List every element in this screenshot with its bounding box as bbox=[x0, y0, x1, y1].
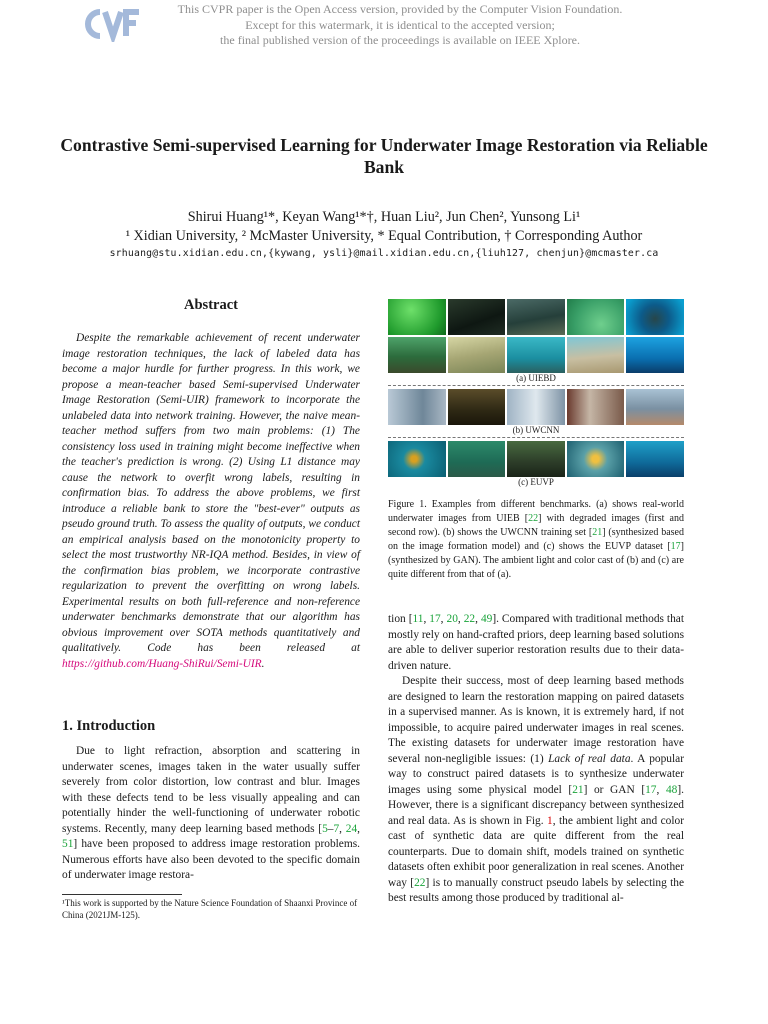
figure-caption bbox=[388, 498, 684, 582]
intro-text: Due to light refraction, absorption and scattering in underwater scenes, images taken in the water usually suffer severely from color distortion, low contrast and blur. Images with these defects tend to be less visually appealing and can potentially hinder the well-functioning of underwater robotic systems. Recently, many deep learning based methods [ bbox=[62, 745, 360, 835]
body-sep: , bbox=[440, 613, 447, 625]
subfigure-label: (b) UWCNN bbox=[512, 425, 560, 435]
affiliations-line: ¹ Xidian University, ² McMaster University, * Equal Contribution, † Corresponding Author bbox=[125, 228, 643, 244]
paragraph bbox=[388, 674, 684, 907]
caption-text: ] (synthesized based on the image formation model) and (c) shows the EUVP dataset [ bbox=[388, 527, 684, 552]
citation-link[interactable]: 22 bbox=[414, 876, 426, 889]
code-link[interactable]: https://github.com/Huang-ShiRui/Semi-UIR bbox=[62, 657, 262, 670]
citation-link[interactable]: 51 bbox=[62, 838, 74, 850]
intro-sep: , bbox=[357, 822, 360, 835]
body-text: ]. However, there is a significant discrepancy between synthesized and real data. As is shown in Fig. bbox=[388, 783, 684, 827]
thumbnail bbox=[448, 441, 506, 477]
body-text: ]. Compared with traditional methods that mostly rely on hand-crafted priors, deep learning based solutions are able to deliver superior restoration results due to their data-driven nature. bbox=[388, 613, 685, 672]
watermark-line: Except for this watermark, it is identical to the accepted version; bbox=[245, 17, 555, 32]
thumbnail bbox=[567, 389, 625, 425]
citation-link[interactable]: 22 bbox=[463, 613, 476, 625]
image-row-uwcnn bbox=[388, 389, 684, 425]
section-heading-introduction: 1. Introduction bbox=[62, 718, 156, 734]
thumbnail bbox=[567, 299, 625, 335]
citation-link[interactable]: 21 bbox=[572, 783, 584, 796]
body-text: ] is to manually construct pseudo labels by selecting the best results among those produced by traditional al- bbox=[388, 876, 684, 904]
image-row-uieb-2 bbox=[388, 337, 684, 373]
caption-text: ] (synthesized by GAN). The ambient light and color cast of (b) and (c) are quite different from that of (a). bbox=[388, 541, 684, 580]
thumbnail bbox=[388, 389, 446, 425]
body-text: ] or GAN [ bbox=[583, 783, 646, 796]
abstract-period: . bbox=[261, 657, 265, 670]
thumbnail bbox=[626, 337, 684, 373]
cvf-logo bbox=[84, 6, 140, 42]
paper-title: Contrastive Semi-supervised Learning for Underwater Image Restoration via Reliable Bank bbox=[60, 135, 708, 177]
paragraph bbox=[388, 612, 684, 674]
thumbnail bbox=[626, 389, 684, 425]
body-sep: , bbox=[656, 783, 666, 796]
figure-link[interactable]: 1 bbox=[547, 814, 553, 827]
thumbnail bbox=[448, 389, 506, 425]
citation-link[interactable]: 17 bbox=[429, 613, 441, 625]
intro-sep: , bbox=[339, 822, 346, 835]
abstract-body bbox=[62, 331, 360, 672]
caption-text: Figure 1. Examples from different benchmarks. (a) shows real-world underwater images from UIEB [ bbox=[388, 499, 684, 524]
divider bbox=[388, 437, 684, 438]
citation-link[interactable]: 22 bbox=[528, 513, 539, 524]
citation-link[interactable]: 21 bbox=[592, 527, 603, 538]
subfigure-label: (c) EUVP bbox=[518, 477, 554, 487]
figure-1 bbox=[388, 299, 684, 487]
intro-text: ] have been proposed to address image restoration problems. Numerous efforts have also been devoted to the specific domain of underwater image restora- bbox=[62, 838, 360, 881]
image-row-uieb-1 bbox=[388, 299, 684, 335]
body-sep: , bbox=[457, 613, 464, 625]
author-block bbox=[60, 208, 708, 246]
thumbnail bbox=[626, 441, 684, 477]
watermark-line: the final published version of the proceedings is available on IEEE Xplore. bbox=[220, 33, 580, 47]
thumbnail bbox=[448, 299, 506, 335]
citation-link[interactable]: 49 bbox=[480, 613, 493, 625]
thumbnail bbox=[567, 337, 625, 373]
body-text: tion [ bbox=[388, 613, 413, 625]
divider bbox=[388, 385, 684, 386]
authors-line: Shirui Huang¹*, Keyan Wang¹*†, Huan Liu², Jun Chen², Yunsong Li¹ bbox=[187, 209, 581, 225]
intro-dash: – bbox=[327, 822, 334, 835]
citation-link[interactable]: 5 bbox=[322, 822, 328, 835]
body-text: Despite their success, most of deep learning based methods are designed to learn the restoration mapping on paired datasets in a supervised manner. As is known, it is extremely hard, if not impossible, to acquire paired underwater images in real scenes. The existing datasets for underwater image restoration have several non-negligible issues: (1) bbox=[388, 675, 684, 765]
citation-link[interactable]: 17 bbox=[645, 783, 657, 796]
thumbnail bbox=[388, 441, 446, 477]
body-text: , the ambient light and color cast of synthetic data are quite different from the real counterparts. Due to domain shift, models trained on synthetic datasets often exhibit poor generalization in real scenes. Another way [ bbox=[388, 814, 685, 889]
image-row-euvp bbox=[388, 441, 684, 477]
thumbnail bbox=[448, 337, 506, 373]
citation-link[interactable]: 20 bbox=[446, 613, 458, 625]
footnote: ¹This work is supported by the Nature Science Foundation of Shaanxi Province of China (2021JM-125). bbox=[62, 898, 358, 920]
right-column-body bbox=[388, 612, 684, 907]
citation-link[interactable]: 48 bbox=[665, 783, 678, 796]
thumbnail bbox=[567, 441, 625, 477]
body-sep: , bbox=[475, 613, 481, 625]
thumbnail bbox=[507, 299, 565, 335]
body-text: . A popular way to construct paired datasets is to synthesize underwater images using some physical model [ bbox=[388, 752, 684, 796]
thumbnail bbox=[507, 389, 565, 425]
abstract-text: Despite the remarkable achievement of recent underwater image restoration techniques, the lack of labeled data has become a major hurdle for further progress. In this work, we propose a mean-teacher based Semi-supervised Underwater Image Restoration (Semi-UIR) framework to incorporate the unlabeled data into network training. However, the naive mean-teacher method suffers from two main problems: (1) The consistency loss used in training might become ineffective when the teacher's prediction is wrong. (2) Using L1 distance may cause the network to overfit wrong labels, resulting in confirmation bias. To address the above problems, we first introduce a reliable bank to store the "best-ever" outputs as pseudo ground truth. To assess the quality of outputs, we conduct an empirical analysis based on the monotonicity property to select the most trustworthy NR-IQA method. Besides, in view of the confirmation bias problem, we incorporate contrastive regularization to prevent the overfitting on wrong labels. Experimental results on both full-reference and non-reference underwater benchmarks demonstrate that our algorithm has obvious improvement over SOTA methods quantitatively and qualitatively. Code has been released at bbox=[62, 332, 360, 654]
citation-link[interactable]: 7 bbox=[333, 822, 340, 835]
abstract-heading: Abstract bbox=[184, 297, 238, 313]
thumbnail bbox=[626, 299, 684, 335]
watermark-text bbox=[150, 2, 650, 49]
watermark-line: This CVPR paper is the Open Access version, provided by the Computer Vision Foundation. bbox=[177, 2, 623, 16]
citation-link[interactable]: 17 bbox=[670, 541, 681, 552]
footnote-rule bbox=[62, 894, 182, 895]
intro-body bbox=[62, 744, 360, 884]
subfigure-label: (a) UIEBD bbox=[516, 373, 556, 383]
citation-link[interactable]: 24 bbox=[345, 822, 358, 835]
thumbnail bbox=[507, 337, 565, 373]
body-sep: , bbox=[423, 613, 430, 625]
thumbnail bbox=[507, 441, 565, 477]
citation-link[interactable]: 11 bbox=[412, 613, 424, 625]
thumbnail bbox=[388, 299, 446, 335]
author-emails: srhuang@stu.xidian.edu.cn,{kywang, ysli}@mail.xidian.edu.cn,{liuh127, chenjun}@mcmaster.ca bbox=[109, 248, 659, 259]
body-emphasis: Lack of real data bbox=[548, 752, 631, 765]
caption-text: ] with degraded images (first and second row). (b) shows the UWCNN training set [ bbox=[388, 513, 684, 538]
thumbnail bbox=[388, 337, 446, 373]
